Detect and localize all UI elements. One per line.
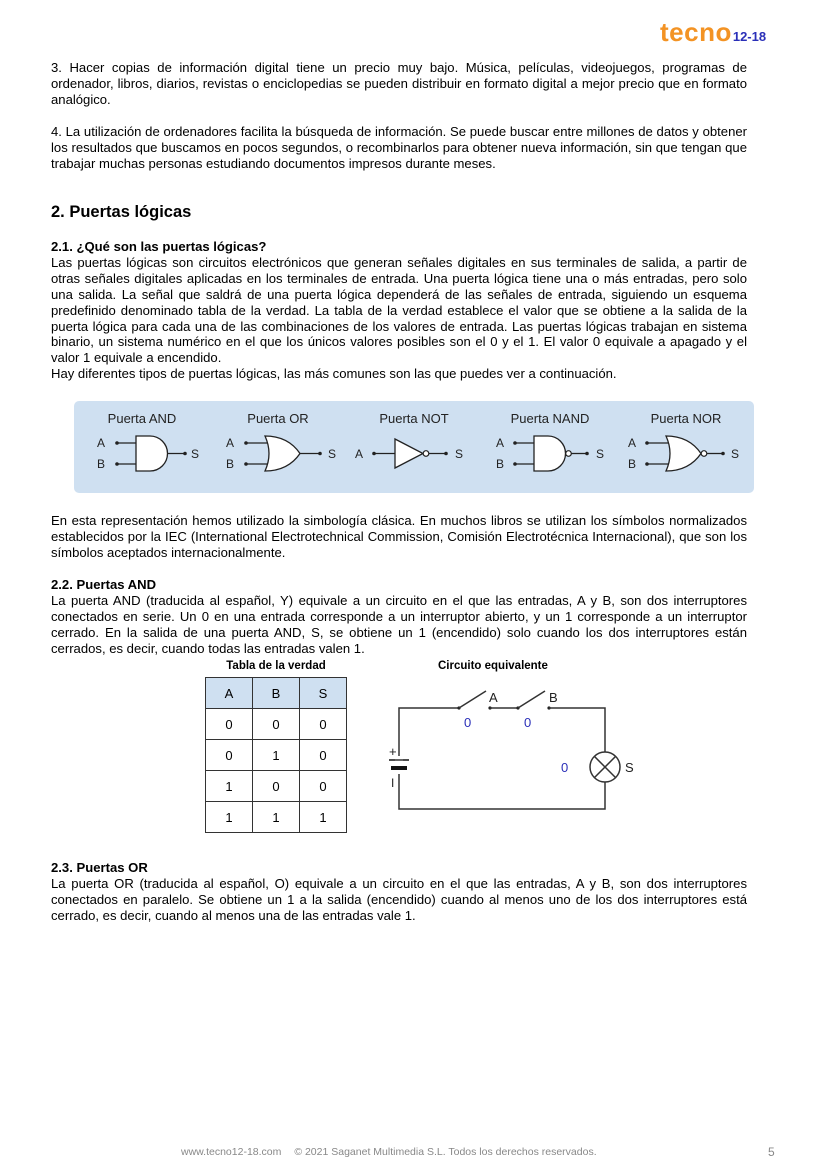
table-row bbox=[206, 740, 347, 771]
table-row bbox=[206, 771, 347, 802]
svg-text:S: S bbox=[731, 447, 740, 461]
footer-url[interactable]: www.tecno12-18.com bbox=[181, 1146, 282, 1158]
table-cell: 1 bbox=[300, 802, 347, 833]
subsection-title-2-2: 2.2. Puertas AND bbox=[51, 577, 157, 592]
svg-text:B: B bbox=[226, 457, 235, 471]
svg-text:0: 0 bbox=[464, 715, 472, 730]
gate-nand bbox=[482, 401, 618, 493]
table-cell: 1 bbox=[253, 802, 300, 833]
truth-table-header-row bbox=[206, 678, 347, 709]
svg-text:A: A bbox=[97, 436, 106, 450]
gate-label: Puerta AND bbox=[107, 411, 177, 426]
table-cell: 0 bbox=[206, 709, 253, 740]
svg-text:S: S bbox=[596, 447, 605, 461]
svg-text:I: I bbox=[391, 776, 395, 790]
footer bbox=[181, 1146, 607, 1158]
svg-text:0: 0 bbox=[524, 715, 532, 730]
truth-table-title: Tabla de la verdad bbox=[226, 660, 326, 672]
logic-gates-figure bbox=[74, 401, 754, 493]
logo-main: tecno bbox=[660, 17, 732, 47]
logo bbox=[660, 17, 766, 48]
intro-paragraph-4: 4. La utilización de ordenadores facilita la búsqueda de información. Se puede buscar entre millones de datos y obtener los resultados que buscamos en pocos segundos, o recombinarlos para obtener nueva información, sin que tengan que trabajar muchas personas estudiando documentos impresos durante meses. bbox=[51, 124, 747, 171]
table-cell: 0 bbox=[300, 709, 347, 740]
table-cell: 0 bbox=[206, 740, 253, 771]
gate-and bbox=[74, 401, 210, 493]
subsection-title-2-3: 2.3. Puertas OR bbox=[51, 860, 148, 875]
svg-text:B: B bbox=[97, 457, 106, 471]
svg-text:B: B bbox=[549, 690, 558, 705]
intro-p4-block bbox=[51, 124, 747, 172]
gate-nor bbox=[618, 401, 754, 493]
column-header: B bbox=[253, 678, 300, 709]
table-cell: 0 bbox=[253, 709, 300, 740]
subsection-body-2-3: La puerta OR (traducida al español, O) equivale a un circuito en el que las entradas, A y B, son dos interruptores conectados en paralelo. Se obtiene un 1 a la salida (encendido) cuando al menos uno de los dos interruptores está cerrado, es decir, cuando al menos una de las entradas vale 1. bbox=[51, 875, 747, 923]
svg-text:S: S bbox=[455, 447, 464, 461]
svg-text:B: B bbox=[496, 457, 505, 471]
table-cell: 1 bbox=[253, 740, 300, 771]
nor-gate-icon bbox=[618, 429, 754, 489]
column-header: A bbox=[206, 678, 253, 709]
table-cell: 1 bbox=[206, 771, 253, 802]
gate-label: Puerta NAND bbox=[510, 411, 590, 426]
table-cell: 0 bbox=[300, 771, 347, 802]
section-title: 2. Puertas lógicas bbox=[51, 203, 192, 221]
gate-label: Puerta NOT bbox=[379, 411, 449, 426]
svg-text:S: S bbox=[328, 447, 337, 461]
subsection-body-2-2: La puerta AND (traducida al español, Y) equivale a un circuito en el que las entradas, A y B, son dos interruptores conectados en serie. Un 0 en una entrada corresponde a un interruptor abierto, y un 1 corresponde a un interruptor cerrado. En la salida de una puerta AND, S, se obtiene un 1 (encendido) solo cuando los dos interruptores están cerrados, es decir, cuando todas las entradas valen 1. bbox=[51, 592, 747, 656]
svg-text:B: B bbox=[628, 457, 637, 471]
or-gate-icon bbox=[210, 429, 346, 489]
subsection-body-2-1: Las puertas lógicas son circuitos electrónicos que generan señales digitales en sus terminales de salida, a partir de otras señales digitales aplicadas en los terminales de entrada. Una puerta lógica tiene una o más entradas, pero solo una salida. La señal que saldrá de una puerta lógica dependerá de las señales de entrada, siguiendo un esquema predefinido denominado tabla de la verdad. La tabla de la verdad establece el valor que se obtiene a la salida de la puerta lógica para cada una de las combinaciones de los valores de entrada. Las puertas lógicas trabajan en sistema binario, un sistema numérico en el que los únicos valores posibles son el 0 y el 1. El valor 0 equivale a apagado y el valor 1 equivale a encendido. bbox=[51, 254, 747, 366]
truth-table bbox=[205, 677, 347, 833]
page-number: 5 bbox=[768, 1145, 775, 1159]
logo-sub: 12-18 bbox=[732, 29, 767, 44]
nand-gate-icon bbox=[482, 429, 618, 489]
footer-copyright: © 2021 Saganet Multimedia S.L. Todos los derechos reservados. bbox=[294, 1146, 597, 1158]
svg-text:A: A bbox=[355, 447, 364, 461]
subsection-title-2-1: 2.1. ¿Qué son las puertas lógicas? bbox=[51, 239, 267, 254]
gate-or bbox=[210, 401, 346, 493]
and-gate-icon bbox=[74, 429, 210, 489]
table-cell: 0 bbox=[253, 771, 300, 802]
iec-paragraph: En esta representación hemos utilizado la simbología clásica. En muchos libros se utilizan los símbolos normalizados establecidos por la IEC (International Electrotechnical Commission, Comisión Electrotécnica Internacional), que son los símbolos aceptados internacionalmente. bbox=[51, 513, 747, 560]
intro-paragraph-3: 3. Hacer copias de información digital tiene un precio muy bajo. Música, películas, videojuegos, programas de ordenador, libros, diarios, revistas o enciclopedias se pueden distribuir en formato digital a mejor precio que en formato analógico. bbox=[51, 60, 747, 107]
svg-text:+: + bbox=[389, 744, 397, 759]
intro-p3-block bbox=[51, 60, 747, 108]
subsection-body-2-1-cont: Hay diferentes tipos de puertas lógicas, las más comunes son las que puedes ver a continuación. bbox=[51, 366, 617, 382]
circuit-title: Circuito equivalente bbox=[438, 660, 548, 672]
not-gate-icon bbox=[346, 429, 482, 489]
svg-text:A: A bbox=[628, 436, 637, 450]
column-header: S bbox=[300, 678, 347, 709]
svg-text:A: A bbox=[226, 436, 235, 450]
gate-label: Puerta OR bbox=[247, 411, 309, 426]
table-cell: 0 bbox=[300, 740, 347, 771]
series-circuit-diagram bbox=[385, 690, 635, 815]
svg-text:S: S bbox=[625, 760, 634, 775]
table-cell: 1 bbox=[206, 802, 253, 833]
gate-not bbox=[346, 401, 482, 493]
svg-text:S: S bbox=[191, 447, 200, 461]
gate-label: Puerta NOR bbox=[650, 411, 722, 426]
table-row bbox=[206, 709, 347, 740]
svg-text:A: A bbox=[489, 690, 498, 705]
svg-text:A: A bbox=[496, 436, 505, 450]
table-row bbox=[206, 802, 347, 833]
svg-text:0: 0 bbox=[561, 760, 569, 775]
